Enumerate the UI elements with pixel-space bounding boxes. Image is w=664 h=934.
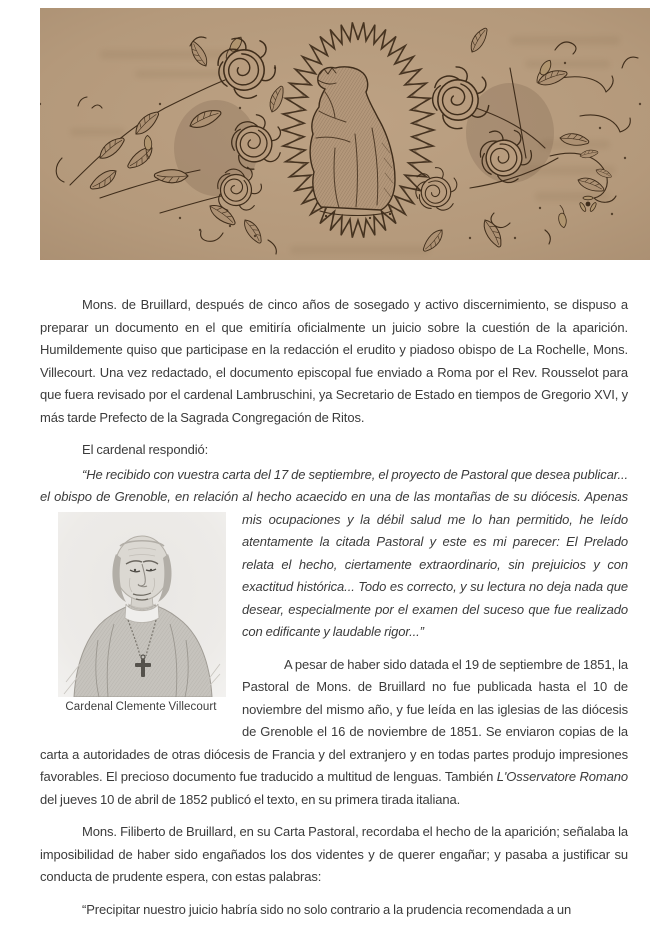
engraving-artwork (40, 8, 650, 260)
header-engraving (40, 8, 650, 260)
pastoral-text-a: A pesar de haber sido datada el 19 de septiembre de 1851, la Pastoral de Mons. de Bruillard no fue publicada hasta el 10 de noviembre del mismo año, y fue leída en las iglesias de las diócesis de Grenoble el 16 de noviembre de 1851. Se enviaron copias de la carta a autoridades de otras diócesis de Francia y del extranjero y en todas partes produjo impresiones favorables. El precioso documento fue traducido a multitud de lenguas. También (40, 656, 628, 784)
quote-second-part: diócesis. Apenas mis ocupaciones y la débil salud me lo han permitido, he leído atentamente la citada Pastoral y este es mi parecer: El Prelado relata el hecho, ciertamente extraordinario, sin prejuicios y con exactitud histórica... Todo es correcto, y su lectura no deja nada que desear, especialmente por el examen del suceso que fue realizado con edificante y laudable rigor...” (242, 489, 629, 639)
portrait-engraving (58, 512, 226, 697)
portrait-image (58, 512, 226, 697)
paragraph-intro: Mons. de Bruillard, después de cinco años de sosegado y activo discernimiento, se dispuso a preparar un documento en el que emitiría oficialmente un juicio sobre la cuestión de la aparición. Humildemente quiso que participase en la redacción el erudito y piadoso obispo de La Rochelle, Mons. Villecourt. Una vez redactado, el documento episcopal fue enviado a Roma por el Rev. Rousselot para que fuera revisado por el cardenal Lambruschini, ya Secretario de Estado en tiempos de Gregorio XVI, y más tarde Prefecto de la Sagrada Congregación de Ritos. (40, 297, 628, 425)
osservatore-romano-title: L'Osservatore Romano (496, 769, 628, 784)
portrait-figure (40, 512, 242, 715)
paragraph-filiberto: Mons. Filiberto de Bruillard, en su Carta Pastoral, recordaba el hecho de la aparición; señalaba la imposibilidad de haber sido engañados los dos videntes y de querer engañar; y pasaba a justificar su conducta de prudente espera, con estas palabras: (40, 824, 628, 884)
portrait-caption: Cardenal Clemente Villecourt (65, 700, 217, 713)
document-body (0, 294, 664, 931)
pastoral-text-b: del jueves 10 de abril de 1852 publicó el texto, en su primera tirada italiana. (40, 791, 461, 807)
paragraph-cardinal-intro: El cardenal respondió: (82, 442, 209, 457)
paragraph-cardinal-quote (40, 464, 629, 713)
quote-first-part: “He recibido con vuestra carta del 17 de septiembre, el proyecto de Pastoral que desea publicar... el obispo de Grenoble, en relación al hecho acaecido en una de las montañas de su (40, 466, 628, 504)
paragraph-precipitar-quote: “Precipitar nuestro juicio habría sido no solo contrario a la prudencia recomendada a un (82, 901, 572, 917)
